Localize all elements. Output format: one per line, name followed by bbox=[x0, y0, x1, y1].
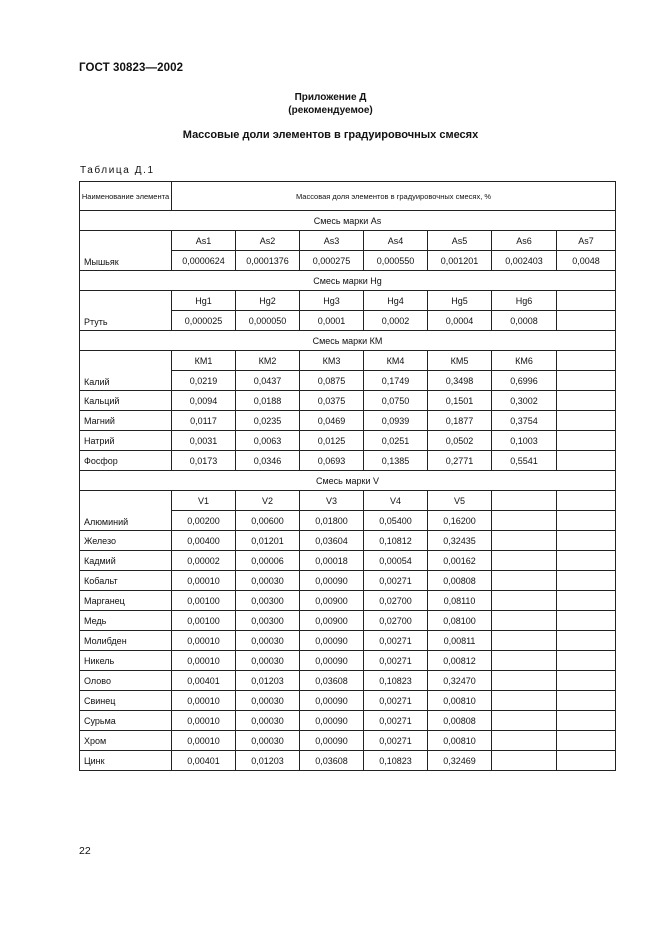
mass-fraction-value: 0,00812 bbox=[428, 651, 492, 671]
mass-fraction-value: 0,03604 bbox=[300, 531, 364, 551]
page-title: Массовые доли элементов в градуировочных смесях bbox=[182, 129, 479, 141]
mass-fraction-value: 0,0000624 bbox=[172, 251, 236, 271]
mixture-code: КМ1 bbox=[172, 351, 236, 371]
mixture-code: As6 bbox=[492, 231, 557, 251]
table-row bbox=[80, 631, 616, 651]
mass-fraction-value: 0,08100 bbox=[428, 611, 492, 631]
mass-fraction-value bbox=[557, 371, 616, 391]
element-name: Кальций bbox=[80, 391, 172, 411]
mass-fraction-value bbox=[492, 631, 557, 651]
mass-fraction-value: 0,0048 bbox=[557, 251, 616, 271]
table-row bbox=[80, 571, 616, 591]
table-row bbox=[80, 431, 616, 451]
mass-fraction-value: 0,00006 bbox=[236, 551, 300, 571]
mixture-code: КМ4 bbox=[364, 351, 428, 371]
element-name: Сурьма bbox=[80, 711, 172, 731]
mass-fraction-value bbox=[557, 651, 616, 671]
table-row bbox=[80, 651, 616, 671]
mass-fraction-value bbox=[557, 711, 616, 731]
mixture-code: КМ3 bbox=[300, 351, 364, 371]
element-name: Натрий bbox=[80, 431, 172, 451]
mixture-code: V1 bbox=[172, 491, 236, 511]
mass-fraction-value: 0,00002 bbox=[172, 551, 236, 571]
mass-fraction-value bbox=[492, 531, 557, 551]
mass-fraction-value: 0,0063 bbox=[236, 431, 300, 451]
element-name: Медь bbox=[80, 611, 172, 631]
mass-fraction-value: 0,000550 bbox=[364, 251, 428, 271]
mass-fraction-value: 0,0469 bbox=[300, 411, 364, 431]
mass-fraction-value: 0,0188 bbox=[236, 391, 300, 411]
mixture-code: Hg3 bbox=[300, 291, 364, 311]
mass-fraction-value: 0,0001376 bbox=[236, 251, 300, 271]
mass-fraction-value: 0,0502 bbox=[428, 431, 492, 451]
mass-fraction-value: 0,32470 bbox=[428, 671, 492, 691]
mass-fraction-value: 0,002403 bbox=[492, 251, 557, 271]
mass-fraction-value: 0,00054 bbox=[364, 551, 428, 571]
mass-fraction-value: 0,0008 bbox=[492, 311, 557, 331]
mass-fraction-value: 0,0437 bbox=[236, 371, 300, 391]
mass-fraction-value: 0,00271 bbox=[364, 711, 428, 731]
mass-fraction-value bbox=[557, 751, 616, 771]
mass-fraction-value: 0,00010 bbox=[172, 651, 236, 671]
element-name: Олово bbox=[80, 671, 172, 691]
mixture-code: Hg6 bbox=[492, 291, 557, 311]
element-name: Хром bbox=[80, 731, 172, 751]
mass-fraction-value: 0,00030 bbox=[236, 571, 300, 591]
mixture-code: КМ6 bbox=[492, 351, 557, 371]
mass-fraction-value: 0,00100 bbox=[172, 611, 236, 631]
mixture-group-label: Смесь марки V bbox=[80, 471, 616, 491]
element-name: Марганец bbox=[80, 591, 172, 611]
mass-fraction-value: 0,001201 bbox=[428, 251, 492, 271]
mass-fraction-value: 0,00030 bbox=[236, 731, 300, 751]
element-name: Никель bbox=[80, 651, 172, 671]
mixture-group-label: Смесь марки As bbox=[80, 211, 616, 231]
mixture-code bbox=[557, 291, 616, 311]
mass-fraction-value: 0,00030 bbox=[236, 651, 300, 671]
appendix-status: (рекомендуемое) bbox=[288, 105, 373, 116]
element-name: Мышьяк bbox=[80, 231, 172, 271]
element-name: Калий bbox=[80, 351, 172, 391]
mass-fraction-value: 0,0219 bbox=[172, 371, 236, 391]
table-row bbox=[80, 391, 616, 411]
mixture-group-row bbox=[80, 471, 616, 491]
mass-fraction-value: 0,00300 bbox=[236, 591, 300, 611]
mass-fraction-value: 0,10823 bbox=[364, 751, 428, 771]
mass-fraction-value: 0,00030 bbox=[236, 691, 300, 711]
mass-fraction-value: 0,00401 bbox=[172, 751, 236, 771]
mass-fraction-value: 0,1749 bbox=[364, 371, 428, 391]
mass-fraction-value bbox=[557, 391, 616, 411]
table-row bbox=[80, 711, 616, 731]
mixture-code bbox=[557, 491, 616, 511]
mass-fraction-value: 0,00010 bbox=[172, 731, 236, 751]
mass-fraction-value bbox=[557, 431, 616, 451]
mass-fraction-value: 0,00018 bbox=[300, 551, 364, 571]
mass-fraction-value: 0,1385 bbox=[364, 451, 428, 471]
mass-fraction-value: 0,0875 bbox=[300, 371, 364, 391]
table-row bbox=[80, 551, 616, 571]
table-row bbox=[80, 671, 616, 691]
mass-fraction-value: 0,16200 bbox=[428, 511, 492, 531]
element-name: Ртуть bbox=[80, 291, 172, 331]
mass-fraction-value: 0,0117 bbox=[172, 411, 236, 431]
element-name: Свинец bbox=[80, 691, 172, 711]
mass-fraction-value: 0,00010 bbox=[172, 571, 236, 591]
table-row bbox=[80, 531, 616, 551]
mixture-group-row bbox=[80, 271, 616, 291]
mass-fraction-value: 0,02700 bbox=[364, 591, 428, 611]
mass-fraction-value bbox=[492, 731, 557, 751]
mass-fraction-value: 0,1877 bbox=[428, 411, 492, 431]
mass-fraction-value: 0,00090 bbox=[300, 691, 364, 711]
mass-fraction-value: 0,00811 bbox=[428, 631, 492, 651]
mass-fraction-value: 0,0750 bbox=[364, 391, 428, 411]
mass-fraction-value: 0,1501 bbox=[428, 391, 492, 411]
mixture-group-row bbox=[80, 211, 616, 231]
mass-fraction-value: 0,000025 bbox=[172, 311, 236, 331]
mixture-code: V3 bbox=[300, 491, 364, 511]
mixture-code: V5 bbox=[428, 491, 492, 511]
mass-fraction-value bbox=[557, 611, 616, 631]
mixture-code: As4 bbox=[364, 231, 428, 251]
mass-fraction-value: 0,00271 bbox=[364, 651, 428, 671]
mass-fraction-value: 0,01201 bbox=[236, 531, 300, 551]
mass-fraction-value: 0,0031 bbox=[172, 431, 236, 451]
mass-fraction-value bbox=[557, 551, 616, 571]
mixture-code: Hg2 bbox=[236, 291, 300, 311]
table-row bbox=[80, 451, 616, 471]
mixture-code: V4 bbox=[364, 491, 428, 511]
table-row bbox=[80, 411, 616, 431]
mass-fraction-value bbox=[557, 671, 616, 691]
mixture-code: As2 bbox=[236, 231, 300, 251]
mass-fraction-value: 0,6996 bbox=[492, 371, 557, 391]
mixture-code bbox=[557, 351, 616, 371]
mass-fraction-value: 0,00030 bbox=[236, 631, 300, 651]
appendix-heading bbox=[0, 91, 661, 117]
mass-fraction-value: 0,03608 bbox=[300, 751, 364, 771]
mass-fraction-value: 0,0375 bbox=[300, 391, 364, 411]
mass-fraction-value bbox=[557, 411, 616, 431]
mixture-code: КМ2 bbox=[236, 351, 300, 371]
mixture-code: As3 bbox=[300, 231, 364, 251]
mass-fraction-value bbox=[492, 711, 557, 731]
mixture-code: КМ5 bbox=[428, 351, 492, 371]
mass-fraction-value: 0,00010 bbox=[172, 691, 236, 711]
table-row bbox=[80, 611, 616, 631]
mass-fraction-value bbox=[492, 591, 557, 611]
mass-fraction-value: 0,00271 bbox=[364, 731, 428, 751]
mass-fraction-value: 0,03608 bbox=[300, 671, 364, 691]
mass-fraction-value: 0,3002 bbox=[492, 391, 557, 411]
mass-fraction-value: 0,00200 bbox=[172, 511, 236, 531]
mixture-code: As7 bbox=[557, 231, 616, 251]
mass-fraction-value bbox=[492, 691, 557, 711]
mass-fraction-value: 0,0004 bbox=[428, 311, 492, 331]
mass-fraction-value: 0,00300 bbox=[236, 611, 300, 631]
mass-fraction-value: 0,0094 bbox=[172, 391, 236, 411]
mass-fraction-value: 0,0002 bbox=[364, 311, 428, 331]
mass-fraction-value: 0,0251 bbox=[364, 431, 428, 451]
mass-fraction-value: 0,00100 bbox=[172, 591, 236, 611]
mass-fraction-value bbox=[492, 671, 557, 691]
mixture-group-row bbox=[80, 331, 616, 351]
mass-fraction-value bbox=[557, 731, 616, 751]
mass-fraction-value bbox=[557, 631, 616, 651]
mass-fraction-value: 0,00030 bbox=[236, 711, 300, 731]
mass-fraction-value: 0,00162 bbox=[428, 551, 492, 571]
appendix-title: Приложение Д bbox=[294, 92, 367, 103]
mass-fraction-value: 0,0693 bbox=[300, 451, 364, 471]
mass-fraction-value: 0,08110 bbox=[428, 591, 492, 611]
mass-fraction-value: 0,00271 bbox=[364, 631, 428, 651]
table-caption: Таблица Д.1 bbox=[80, 165, 155, 176]
mass-fraction-value: 0,0346 bbox=[236, 451, 300, 471]
mixture-code: Hg5 bbox=[428, 291, 492, 311]
element-name: Кадмий bbox=[80, 551, 172, 571]
mass-fraction-value: 0,00271 bbox=[364, 691, 428, 711]
mass-fraction-value bbox=[557, 511, 616, 531]
mass-fraction-value: 0,32469 bbox=[428, 751, 492, 771]
mass-fraction-value: 0,00090 bbox=[300, 731, 364, 751]
mass-fraction-value bbox=[492, 611, 557, 631]
mixture-code bbox=[492, 491, 557, 511]
mixture-group-label: Смесь марки Hg bbox=[80, 271, 616, 291]
mass-fraction-value: 0,0125 bbox=[300, 431, 364, 451]
mass-fraction-value: 0,00401 bbox=[172, 671, 236, 691]
mass-fraction-value: 0,00090 bbox=[300, 571, 364, 591]
mixture-codes-row bbox=[80, 231, 616, 251]
table-row bbox=[80, 691, 616, 711]
mass-fraction-table bbox=[79, 181, 616, 771]
mass-fraction-value: 0,10812 bbox=[364, 531, 428, 551]
mass-fraction-value: 0,05400 bbox=[364, 511, 428, 531]
mass-fraction-value: 0,00090 bbox=[300, 711, 364, 731]
table-row bbox=[80, 751, 616, 771]
mass-fraction-value: 0,10823 bbox=[364, 671, 428, 691]
element-name: Молибден bbox=[80, 631, 172, 651]
mass-fraction-value: 0,00808 bbox=[428, 571, 492, 591]
mass-fraction-value: 0,1003 bbox=[492, 431, 557, 451]
column-header-element: Наименование элемента bbox=[80, 182, 172, 211]
mass-fraction-value: 0,000050 bbox=[236, 311, 300, 331]
mass-fraction-value: 0,2771 bbox=[428, 451, 492, 471]
element-name: Цинк bbox=[80, 751, 172, 771]
mass-fraction-value: 0,00090 bbox=[300, 631, 364, 651]
mass-fraction-value bbox=[492, 551, 557, 571]
mass-fraction-value: 0,0939 bbox=[364, 411, 428, 431]
mass-fraction-value bbox=[492, 651, 557, 671]
mixture-code: As1 bbox=[172, 231, 236, 251]
mixture-group-label: Смесь марки КМ bbox=[80, 331, 616, 351]
mass-fraction-value: 0,00090 bbox=[300, 651, 364, 671]
mass-fraction-value: 0,00010 bbox=[172, 631, 236, 651]
mixture-code: As5 bbox=[428, 231, 492, 251]
mass-fraction-value: 0,5541 bbox=[492, 451, 557, 471]
element-name: Алюминий bbox=[80, 491, 172, 531]
mass-fraction-value: 0,000275 bbox=[300, 251, 364, 271]
mass-fraction-value: 0,00600 bbox=[236, 511, 300, 531]
mass-fraction-value: 0,00400 bbox=[172, 531, 236, 551]
mass-fraction-value: 0,00810 bbox=[428, 731, 492, 751]
mixture-code: Hg1 bbox=[172, 291, 236, 311]
mass-fraction-value bbox=[557, 591, 616, 611]
mass-fraction-value bbox=[557, 691, 616, 711]
mass-fraction-value bbox=[557, 451, 616, 471]
mass-fraction-value: 0,01800 bbox=[300, 511, 364, 531]
page-number: 22 bbox=[79, 845, 91, 857]
mixture-code: V2 bbox=[236, 491, 300, 511]
mass-fraction-value: 0,00900 bbox=[300, 591, 364, 611]
mixture-codes-row bbox=[80, 291, 616, 311]
mixture-codes-row bbox=[80, 351, 616, 371]
element-name: Железо bbox=[80, 531, 172, 551]
element-name: Кобальт bbox=[80, 571, 172, 591]
element-name: Фосфор bbox=[80, 451, 172, 471]
mass-fraction-value: 0,01203 bbox=[236, 751, 300, 771]
mass-fraction-value bbox=[557, 571, 616, 591]
mixture-code: Hg4 bbox=[364, 291, 428, 311]
mass-fraction-value bbox=[557, 311, 616, 331]
mass-fraction-value: 0,01203 bbox=[236, 671, 300, 691]
mass-fraction-value bbox=[492, 511, 557, 531]
table-row bbox=[80, 591, 616, 611]
table-header-row bbox=[80, 182, 616, 211]
document-header: ГОСТ 30823—2002 bbox=[79, 62, 184, 74]
element-name: Магний bbox=[80, 411, 172, 431]
mass-fraction-value: 0,00271 bbox=[364, 571, 428, 591]
mass-fraction-value: 0,00810 bbox=[428, 691, 492, 711]
mass-fraction-value: 0,32435 bbox=[428, 531, 492, 551]
mass-fraction-value: 0,0173 bbox=[172, 451, 236, 471]
mass-fraction-value: 0,00010 bbox=[172, 711, 236, 731]
mass-fraction-value: 0,0235 bbox=[236, 411, 300, 431]
mass-fraction-value: 0,3498 bbox=[428, 371, 492, 391]
mass-fraction-value: 0,3754 bbox=[492, 411, 557, 431]
mass-fraction-value bbox=[492, 571, 557, 591]
mixture-codes-row bbox=[80, 491, 616, 511]
mass-fraction-value: 0,0001 bbox=[300, 311, 364, 331]
mass-fraction-value: 0,00900 bbox=[300, 611, 364, 631]
column-header-mass-fraction: Массовая доля элементов в градуировочных смесях, % bbox=[172, 182, 616, 211]
table-row bbox=[80, 731, 616, 751]
mass-fraction-value: 0,02700 bbox=[364, 611, 428, 631]
mass-fraction-value bbox=[492, 751, 557, 771]
mass-fraction-value: 0,00808 bbox=[428, 711, 492, 731]
mass-fraction-value bbox=[557, 531, 616, 551]
